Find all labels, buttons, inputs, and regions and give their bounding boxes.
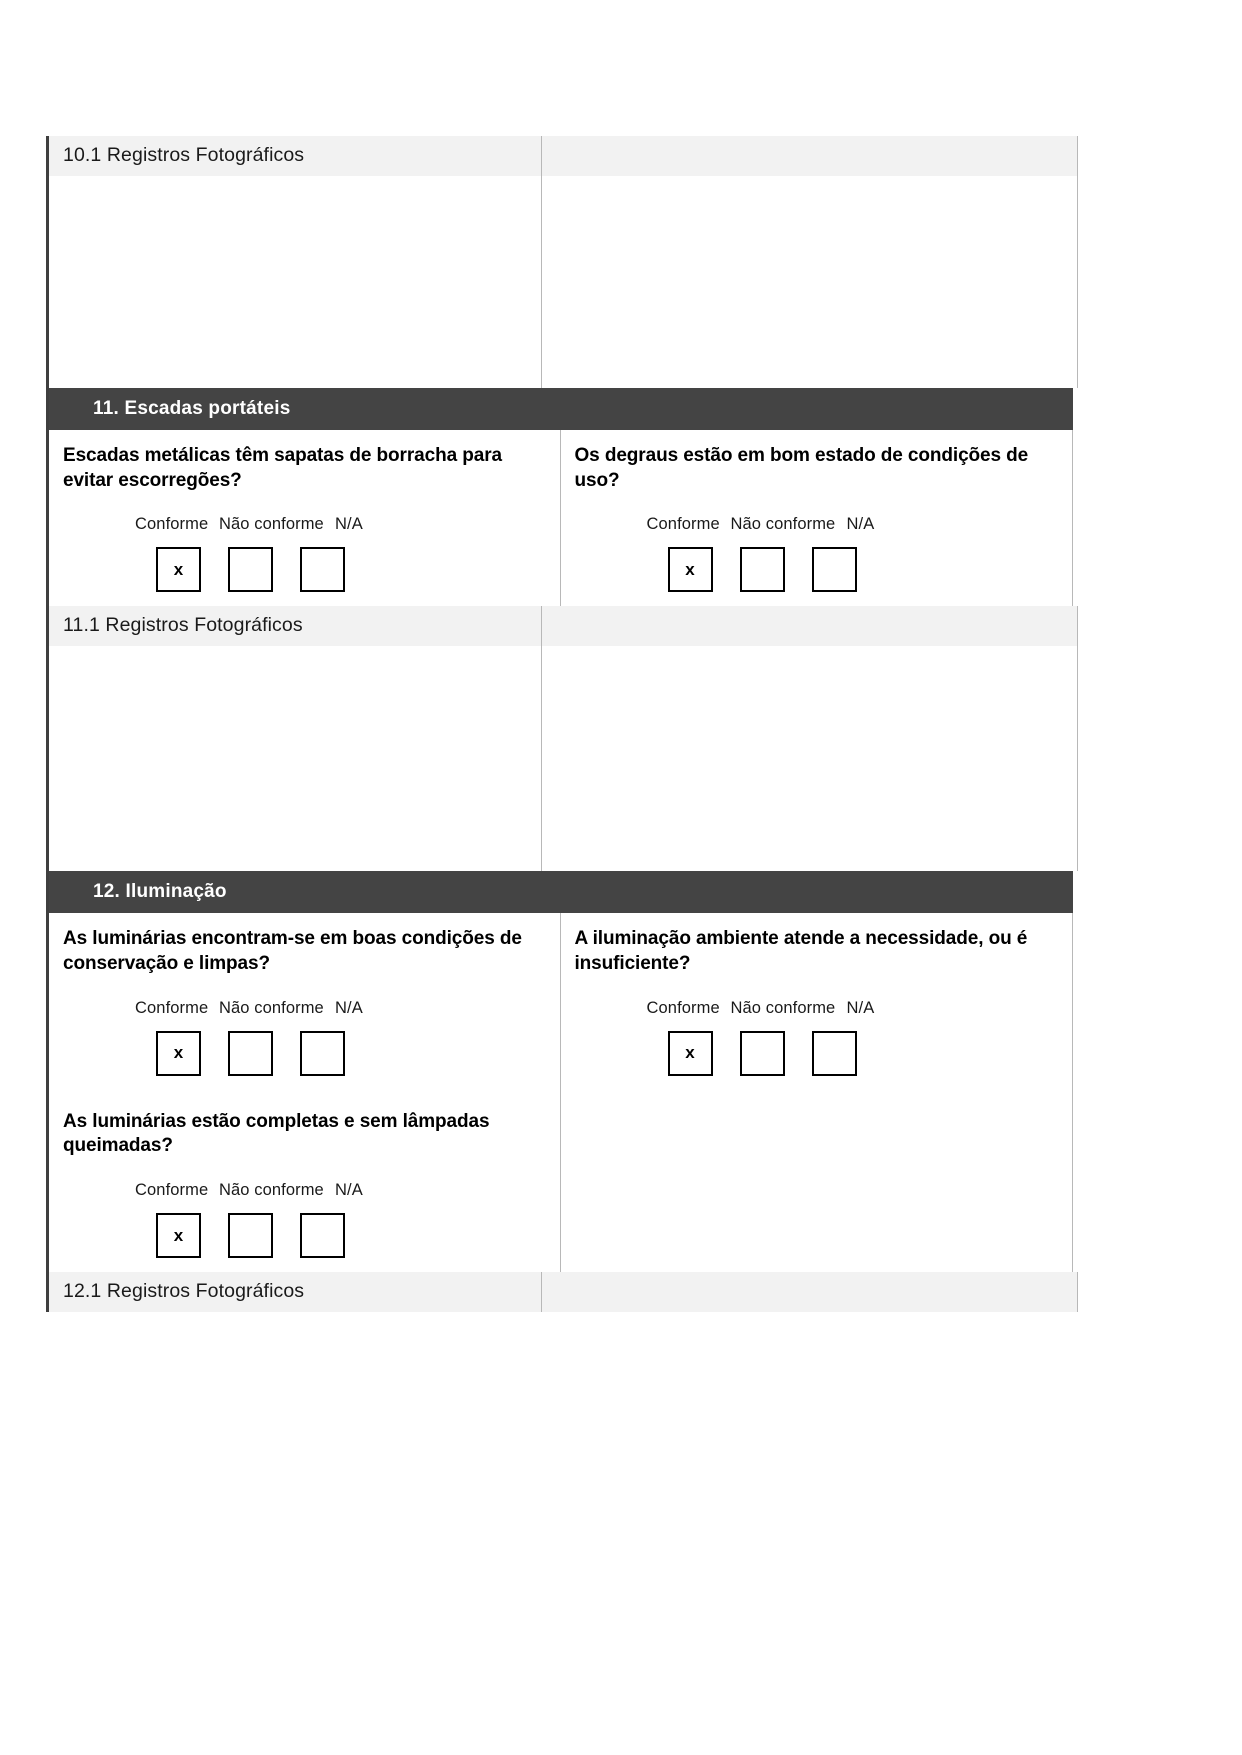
photo-header-row xyxy=(48,1272,1078,1312)
photo-drop-area-right[interactable] xyxy=(542,176,1078,388)
checkbox-nao-conforme[interactable] xyxy=(740,1031,785,1076)
option-label-nao-conforme: Não conforme xyxy=(219,515,324,534)
photo-header-cell-left xyxy=(48,136,542,176)
question-row xyxy=(48,913,1073,1272)
option-label-nao-conforme: Não conforme xyxy=(219,998,324,1017)
options-group xyxy=(647,515,1055,592)
options-labels xyxy=(135,1181,542,1200)
checkbox-row xyxy=(647,547,1055,592)
checkbox-na[interactable] xyxy=(300,547,345,592)
checkbox-row xyxy=(135,547,542,592)
option-label-conforme: Conforme xyxy=(135,998,209,1017)
options-group xyxy=(135,1181,542,1258)
option-label-conforme: Conforme xyxy=(135,1181,209,1200)
section-header-cell xyxy=(48,388,1073,430)
checkbox-nao-conforme[interactable] xyxy=(228,547,273,592)
question-text: As luminárias estão completas e sem lâmpadas queimadas? xyxy=(63,1110,490,1157)
photo-header-row xyxy=(48,136,1078,176)
options-labels xyxy=(135,515,542,534)
options-labels xyxy=(647,515,1055,534)
options-labels xyxy=(647,999,1055,1018)
option-label-na: N/A xyxy=(846,515,875,534)
option-label-conforme: Conforme xyxy=(646,998,720,1017)
checkbox-nao-conforme[interactable] xyxy=(740,547,785,592)
question-text: Escadas metálicas têm sapatas de borracha para evitar escorregões? xyxy=(63,445,502,491)
checkbox-nao-conforme[interactable] xyxy=(228,1031,273,1076)
checkbox-conforme[interactable]: x xyxy=(156,1213,201,1258)
option-label-na: N/A xyxy=(335,515,363,534)
photo-section-11-1 xyxy=(46,606,1078,871)
photo-drop-area-right[interactable] xyxy=(542,646,1078,871)
question-text: Os degraus estão em bom estado de condições de uso? xyxy=(574,445,1029,491)
question-block xyxy=(63,1110,542,1258)
checkbox-conforme[interactable]: x xyxy=(156,1031,201,1076)
question-block xyxy=(575,444,1055,592)
form-sheet xyxy=(46,136,1073,1312)
checkbox-na[interactable] xyxy=(812,547,857,592)
section-12 xyxy=(46,871,1073,1272)
section-11 xyxy=(46,388,1073,606)
photo-section-12-1 xyxy=(46,1272,1078,1312)
checkbox-row xyxy=(135,1031,542,1076)
section-title: 12. Iluminação xyxy=(93,881,227,903)
question-cell-right xyxy=(560,913,1073,1272)
question-row xyxy=(48,430,1073,606)
photo-section-10-1 xyxy=(46,136,1078,388)
option-label-nao-conforme: Não conforme xyxy=(219,1181,324,1200)
photo-drop-area-left[interactable] xyxy=(48,646,542,871)
question-cell-right xyxy=(560,430,1073,606)
options-group xyxy=(135,515,542,592)
options-group xyxy=(135,999,542,1076)
checkbox-na[interactable] xyxy=(812,1031,857,1076)
checkbox-na[interactable] xyxy=(300,1031,345,1076)
photo-section-label: 12.1 Registros Fotográficos xyxy=(63,1280,305,1303)
photo-body-row xyxy=(48,176,1078,388)
question-cell-left xyxy=(48,913,561,1272)
question-block xyxy=(63,444,542,592)
photo-header-row xyxy=(48,606,1078,646)
photo-header-cell-right xyxy=(542,606,1078,646)
photo-header-cell-right xyxy=(542,136,1078,176)
checkbox-conforme[interactable]: x xyxy=(156,547,201,592)
checkbox-conforme[interactable]: x xyxy=(668,1031,713,1076)
question-cell-left xyxy=(48,430,561,606)
option-label-conforme: Conforme xyxy=(646,515,720,534)
question-text: A iluminação ambiente atende a necessidade, ou é insuficiente? xyxy=(574,928,1028,975)
section-header-row xyxy=(48,388,1073,430)
checkbox-row xyxy=(135,1213,542,1258)
question-text: As luminárias encontram-se em boas condições de conservação e limpas? xyxy=(63,928,522,975)
question-block xyxy=(575,927,1055,1075)
photo-header-cell-right xyxy=(542,1272,1078,1312)
option-label-na: N/A xyxy=(335,998,363,1017)
photo-body-row xyxy=(48,646,1078,871)
option-label-na: N/A xyxy=(846,998,875,1017)
photo-drop-area-left[interactable] xyxy=(48,176,542,388)
option-label-nao-conforme: Não conforme xyxy=(730,515,836,534)
options-group xyxy=(647,999,1055,1076)
checkbox-row xyxy=(647,1031,1055,1076)
checkbox-na[interactable] xyxy=(300,1213,345,1258)
photo-section-label: 10.1 Registros Fotográficos xyxy=(63,144,305,166)
question-block xyxy=(63,927,542,1075)
photo-header-cell-left xyxy=(48,606,542,646)
photo-section-label: 11.1 Registros Fotográficos xyxy=(63,614,303,637)
photo-header-cell-left xyxy=(48,1272,542,1312)
section-title: 11. Escadas portáteis xyxy=(93,398,291,419)
section-header-cell xyxy=(48,871,1073,913)
option-label-na: N/A xyxy=(335,1181,363,1200)
checkbox-nao-conforme[interactable] xyxy=(228,1213,273,1258)
option-label-conforme: Conforme xyxy=(135,515,209,534)
section-header-row xyxy=(48,871,1073,913)
checkbox-conforme[interactable]: x xyxy=(668,547,713,592)
option-label-nao-conforme: Não conforme xyxy=(730,998,836,1017)
options-labels xyxy=(135,999,542,1018)
